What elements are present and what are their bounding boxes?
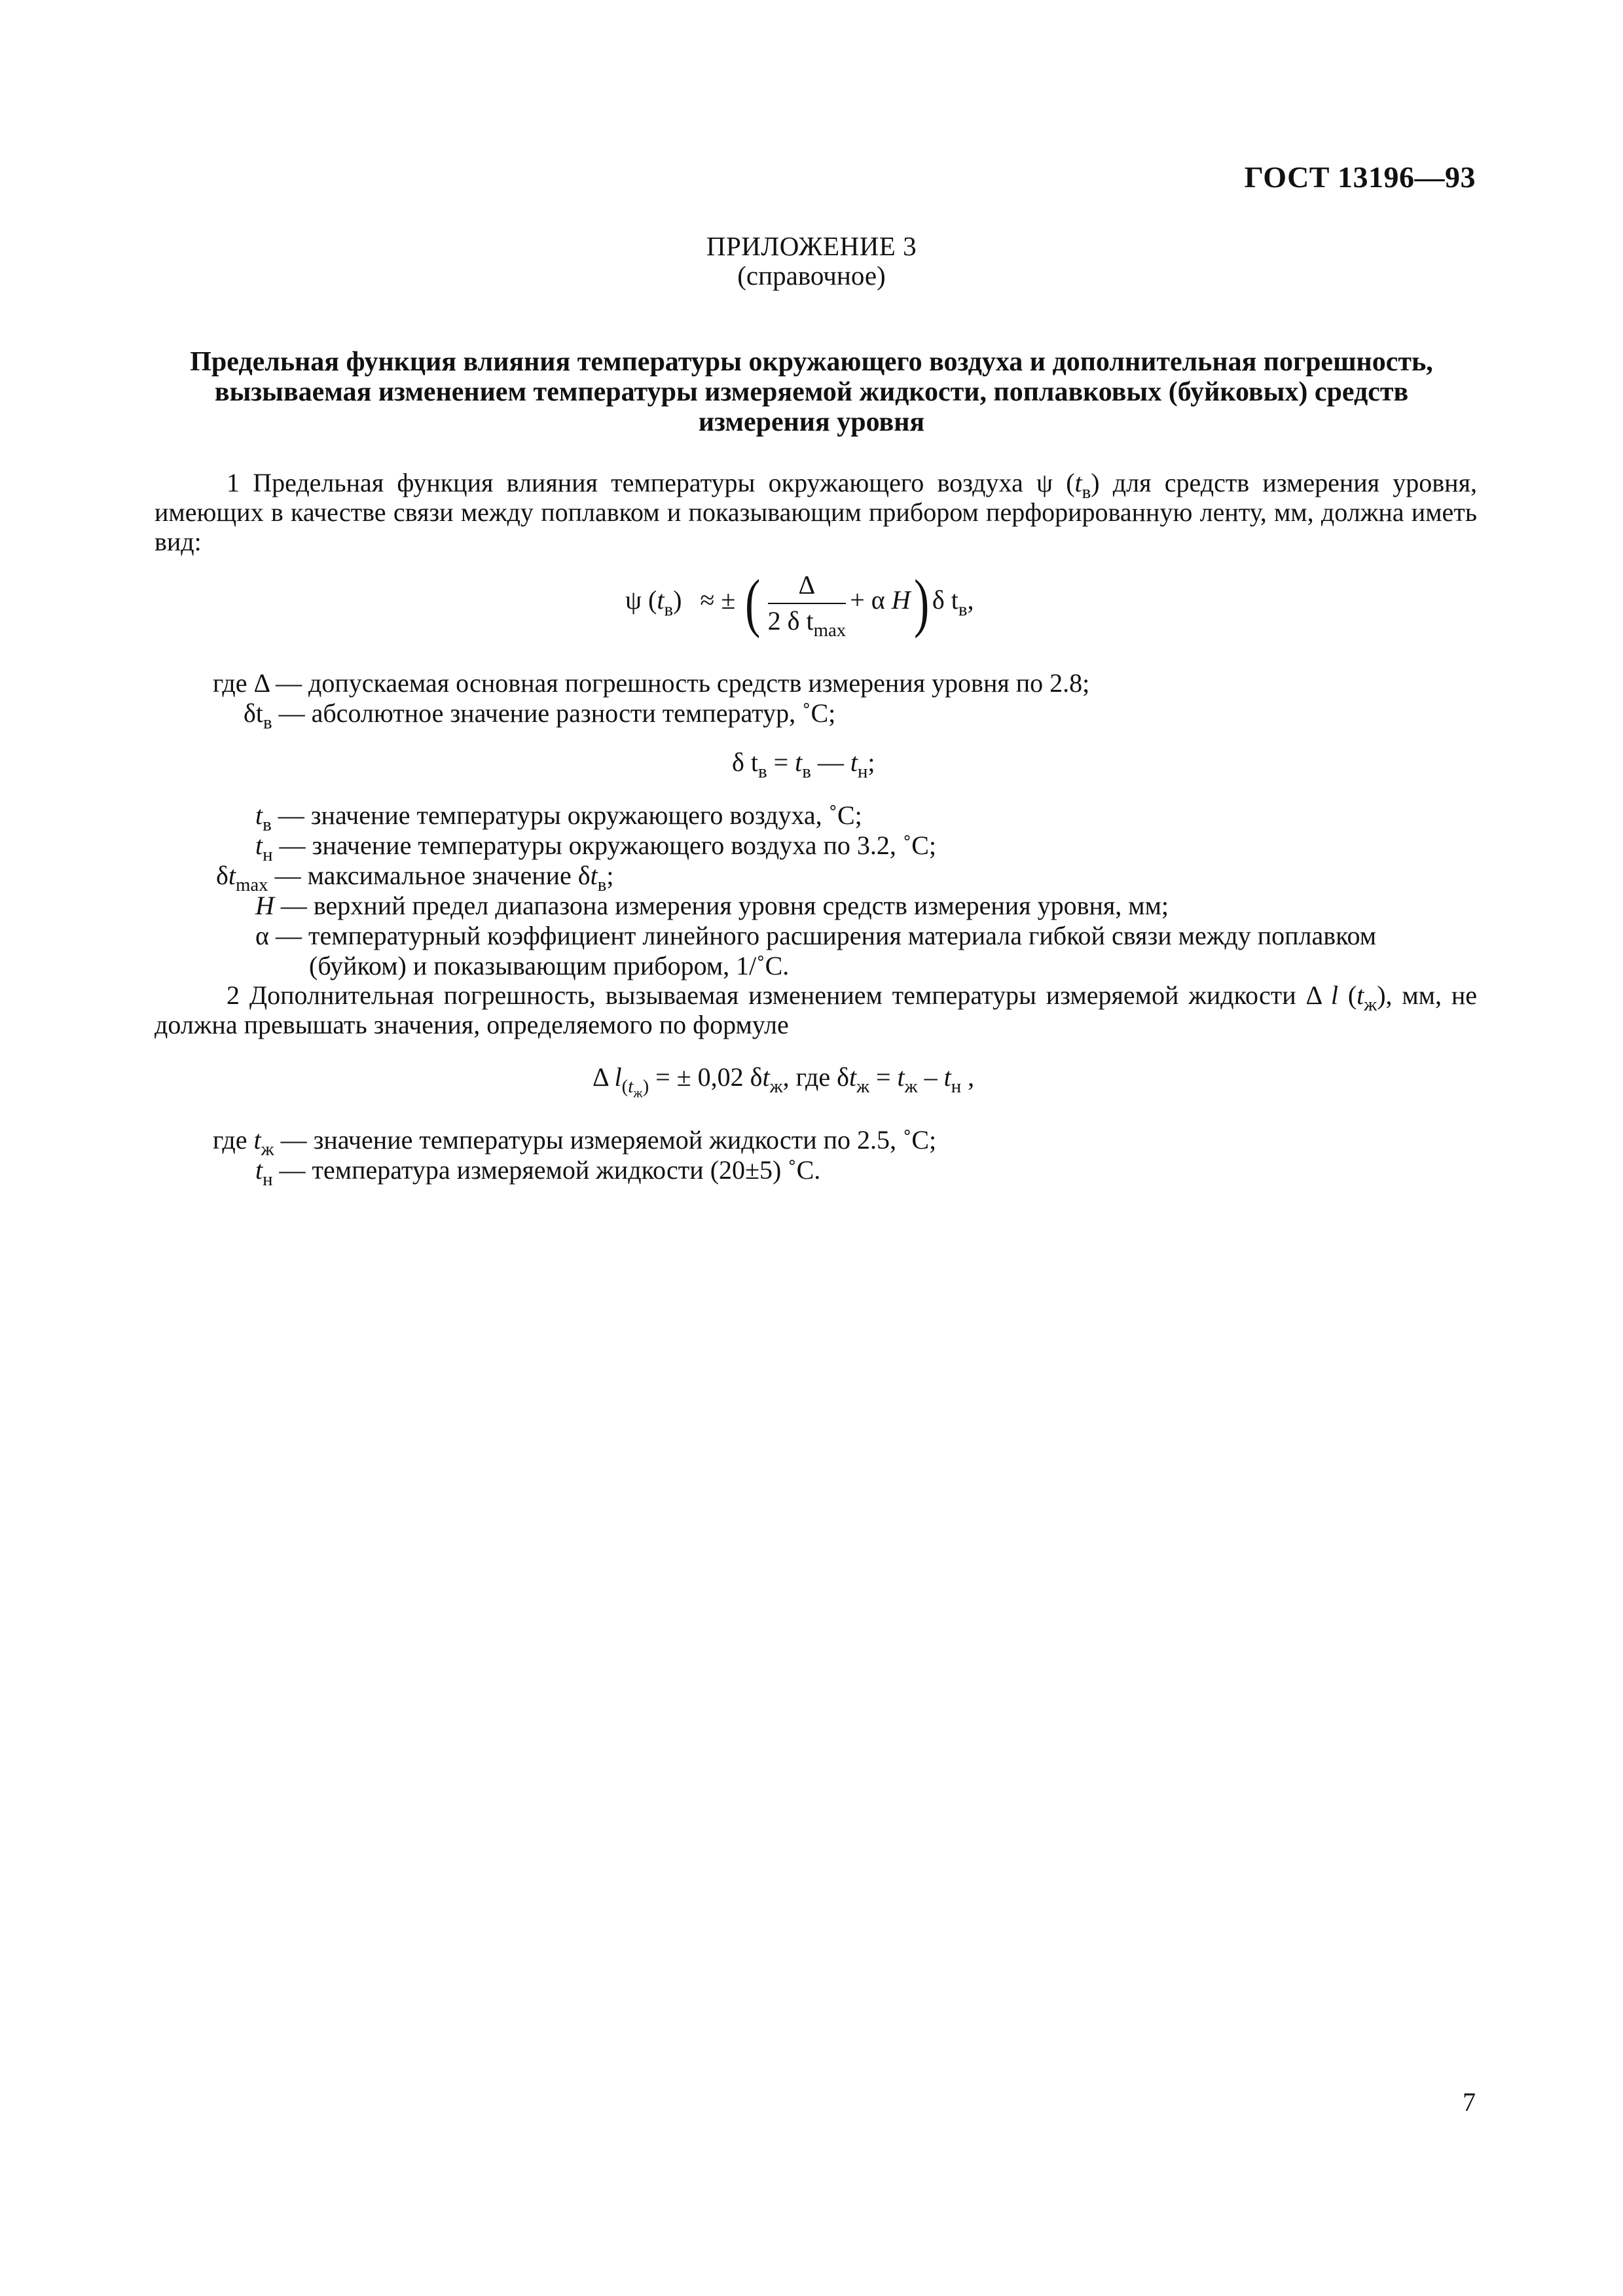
def-symbol-t: t <box>228 861 236 890</box>
formula-fraction <box>767 569 847 641</box>
formula-close-paren: ) <box>673 585 682 615</box>
def-text: — температурный коэффициент линейного расширения материала гибкой связи между поплавком <box>275 921 1377 950</box>
f3-minus: – <box>917 1062 944 1092</box>
def-sub: max <box>235 874 268 896</box>
definition-tzh <box>213 1124 937 1160</box>
f3-sub2: ж <box>856 1076 869 1098</box>
def-symbol: t <box>253 1125 261 1155</box>
f2-eq: = <box>767 747 795 777</box>
formula-plus-alpha: + α <box>850 585 885 615</box>
f3-l: l <box>614 1062 622 1092</box>
f3-end: , <box>961 1062 975 1092</box>
def-text: — значение температуры окружающего воздуха по 3.2, ˚С; <box>279 831 937 860</box>
paragraph-2-text-b: ), мм, не должна превышать значения, определяемого по формуле <box>155 980 1477 1039</box>
def-text-b: ; <box>606 861 614 890</box>
def-prefix: где <box>213 1125 247 1155</box>
def-symbol: δ <box>216 861 228 890</box>
sub-zh: ж <box>1364 994 1377 1016</box>
def-text: — значение температуры окружающего воздуха, ˚С; <box>278 800 862 830</box>
standard-number: ГОСТ 13196—93 <box>1244 160 1476 194</box>
formula-delta-l <box>593 1062 975 1101</box>
def-symbol: t <box>255 1155 263 1185</box>
def-text: — допускаемая основная погрешность средств измерения уровня по 2.8; <box>276 668 1090 698</box>
f2-sub-b: в <box>802 761 811 783</box>
f3-sub3: ж <box>904 1076 918 1098</box>
formula-sub: в <box>664 599 674 620</box>
def-symbol: Δ <box>253 668 270 698</box>
definition-H <box>255 890 1169 921</box>
def-sub-v: в <box>597 874 607 896</box>
def-sub: ж <box>261 1139 274 1160</box>
f2-end: ; <box>867 747 875 777</box>
f3-sub4: н <box>951 1076 962 1098</box>
def-symbol: α <box>255 921 269 950</box>
symbol-t: t <box>1357 980 1364 1010</box>
definition-alpha <box>255 920 1477 951</box>
f3-t1: t <box>762 1062 770 1092</box>
def-text: — температура измеряемой жидкости (20±5) ˚С. <box>279 1155 821 1185</box>
def-prefix: где <box>213 668 247 698</box>
def-text-cont: (буйком) и показывающим прибором, 1/˚С. <box>309 951 790 980</box>
def-sub: н <box>263 844 273 866</box>
f3-t3: t <box>897 1062 905 1092</box>
f2-a: δ t <box>732 747 758 777</box>
formula-psi <box>625 566 974 641</box>
def-symbol: δt <box>244 698 263 728</box>
paragraph-1-text-b: ) для средств измерения уровня, имеющих в качестве связи между поплавком и показывающим прибором перфорированную ленту, мм, должна иметь вид: <box>155 468 1477 556</box>
paragraph-1-text-a: 1 Предельная функция влияния температуры окружающего воздуха ψ ( <box>227 468 1075 497</box>
section-heading <box>0 347 1623 437</box>
appendix-title: ПРИЛОЖЕНИЕ 3 <box>706 231 917 261</box>
formula-delta-tv <box>732 747 875 783</box>
f3-lhs: Δ <box>593 1062 615 1092</box>
heading-line-1: Предельная функция влияния температуры окружающего воздуха и дополнительная погрешность, <box>190 347 1433 377</box>
paragraph-2-text-a: 2 Дополнительная погрешность, вызываемая изменением температуры измеряемой жидкости Δ <box>227 980 1331 1010</box>
formula-den-sub: max <box>813 620 847 641</box>
formula-comma: , <box>967 585 974 615</box>
f2-b: t <box>795 747 803 777</box>
formula-t: t <box>657 585 665 615</box>
f3-where: , где δ <box>782 1062 849 1092</box>
def-symbol: t <box>255 831 263 860</box>
def-symbol: t <box>255 800 263 830</box>
heading-line-3: измерения уровня <box>698 407 925 437</box>
formula-numerator: Δ <box>768 569 847 604</box>
f3-sub-zh: ж <box>633 1086 643 1101</box>
definition-delta-tv <box>244 698 836 734</box>
def-sub: в <box>263 814 272 836</box>
f2-sub-a: в <box>757 761 767 783</box>
formula-open-bracket: ( <box>745 566 761 639</box>
appendix-subtitle: (справочное) <box>737 260 886 291</box>
f3-t4: t <box>943 1062 951 1092</box>
heading-line-2: вызываемая изменением температуры измеряемой жидкости, поплавковых (буйковых) средств <box>214 377 1409 407</box>
f3-eq: = <box>869 1062 898 1092</box>
definition-tv <box>255 800 862 836</box>
formula-H: H <box>891 585 911 615</box>
definition-delta-tmax <box>216 860 614 896</box>
formula-lhs: ψ ( <box>625 585 657 615</box>
f3-sub: (tж) <box>621 1076 649 1101</box>
subscript: в <box>1082 482 1091 503</box>
f2-sub-c: н <box>858 761 868 783</box>
def-text: — максимальное значение δ <box>274 861 591 890</box>
def-sub: в <box>263 712 272 734</box>
formula-close-bracket: ) <box>913 566 929 639</box>
def-text: — абсолютное значение разности температур, ˚С; <box>278 698 836 728</box>
paragraph-2: 2 Дополнительная погрешность, вызываемая изменением температуры измеряемой жидкости Δ l $(t_ж)$, мм, не должна превышать значения, определяемого по формуле <box>155 980 1477 1039</box>
page-number: 7 <box>1463 2087 1476 2117</box>
def-t: t <box>590 861 598 890</box>
definition-alpha-cont <box>309 950 789 981</box>
formula-denominator <box>767 604 847 641</box>
symbol-l: l <box>1330 980 1338 1010</box>
f2-minus: — <box>811 747 850 777</box>
formula-delta-t: δ t <box>932 585 958 615</box>
f3-mid: = ± 0,02 δ <box>649 1062 763 1092</box>
def-sub: н <box>263 1169 273 1191</box>
def-text: — верхний предел диапазона измерения уровня средств измерения уровня, мм; <box>280 891 1169 920</box>
formula-den-text: 2 δ t <box>767 606 814 636</box>
formula-approx: ≈ ± <box>700 585 736 615</box>
def-text: — значение температуры измеряемой жидкости по 2.5, ˚С; <box>280 1125 937 1155</box>
symbol-t: t <box>1074 468 1082 497</box>
f2-c: t <box>850 747 858 777</box>
definition-tn-2 <box>255 1155 821 1191</box>
definition-delta <box>213 668 1089 698</box>
f3-sub1: ж <box>769 1076 783 1098</box>
formula-sub-v: в <box>958 599 968 620</box>
paragraph-1 <box>155 468 1477 556</box>
definition-tn <box>255 830 937 866</box>
f3-sub-t: t <box>628 1076 634 1098</box>
def-symbol: H <box>255 891 274 920</box>
f3-t2: t <box>848 1062 857 1092</box>
